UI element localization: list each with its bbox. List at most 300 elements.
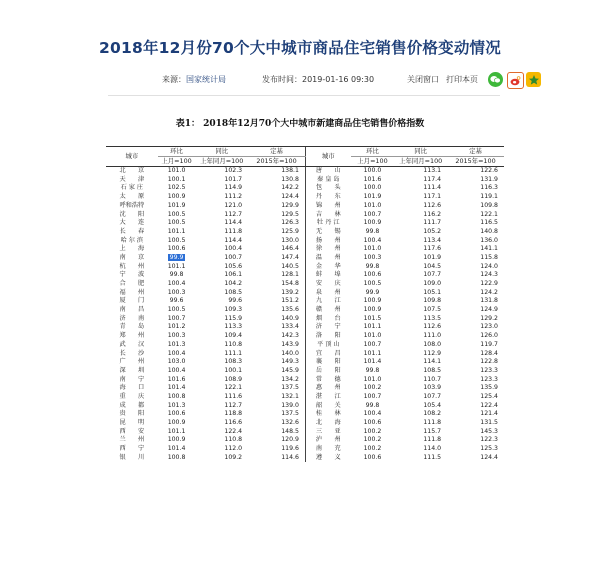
cell-yoy: 111.8 [224, 227, 243, 235]
cell-city: 厦 门 [119, 297, 145, 305]
cell-mom-2: 100.4 [363, 236, 382, 244]
cell-base: 114.6 [281, 453, 299, 461]
cell-city: 杭 州 [119, 262, 145, 270]
cell-city: 北 京 [119, 167, 145, 175]
table-row [106, 202, 504, 211]
cell-mom: 103.0 [167, 358, 186, 366]
cell-yoy: 100.1 [224, 366, 243, 374]
cell-base: 145.9 [281, 366, 299, 374]
cell-base-2: 116.5 [480, 219, 498, 227]
selected-cell-text[interactable]: 99.9 [169, 253, 184, 261]
cell-yoy-2: 105.2 [423, 227, 442, 235]
cell-city-2: 湛 江 [305, 393, 350, 402]
cell-base-2: 124.9 [480, 306, 498, 314]
cell-base-2: 131.9 [480, 175, 498, 183]
cell-yoy: 100.7 [224, 253, 243, 261]
cell-base-2: 122.1 [480, 210, 498, 218]
cell-base: 125.9 [281, 227, 299, 235]
print-link[interactable]: 打印本页 [446, 75, 478, 84]
cell-city-2: 泸 州 [305, 436, 350, 445]
cell-mom-2: 101.4 [363, 358, 382, 366]
cell-mom: 100.8 [167, 392, 186, 400]
cell-city: 昆 明 [119, 419, 145, 427]
cell-yoy-2: 109.8 [423, 297, 442, 305]
cell-mom-2: 100.2 [363, 445, 382, 453]
cell-city-2: 泉 州 [305, 289, 350, 298]
cell-mom [158, 254, 196, 263]
cell-mom-2: 101.0 [363, 332, 382, 340]
cell-base: 146.4 [281, 245, 299, 253]
table-row [106, 306, 504, 315]
cell-base-2: 122.9 [480, 280, 498, 288]
col-header-base: 定基 [248, 147, 305, 157]
cell-base-2: 115.8 [480, 253, 498, 261]
cell-base-2: 123.0 [480, 323, 498, 331]
cell-city-2: 九 江 [305, 297, 350, 306]
table-row [106, 454, 504, 463]
cell-city: 郑 州 [119, 332, 145, 340]
cell-base-2: 122.3 [480, 436, 498, 444]
cell-base-2: 123.3 [480, 375, 498, 383]
cell-city: 哈 尔 滨 [120, 236, 144, 244]
cell-yoy: 102.3 [224, 167, 243, 175]
cell-base: 140.9 [281, 314, 299, 322]
time-value: 2019-01-16 09:30 [302, 75, 375, 84]
cell-city-2: 韶 关 [305, 402, 350, 411]
cell-yoy: 118.8 [224, 410, 243, 418]
cell-base: 149.3 [281, 358, 299, 366]
cell-city: 武 汉 [119, 340, 145, 348]
cell-mom: 101.3 [167, 340, 186, 348]
cell-city: 西 安 [119, 427, 145, 435]
cell-base-2: 129.2 [480, 314, 498, 322]
cell-yoy: 112.0 [224, 445, 243, 453]
cell-city-2: 安 庆 [305, 280, 350, 289]
cell-city-2: 金 华 [305, 263, 350, 272]
cell-mom-2: 100.9 [363, 297, 382, 305]
cell-city-2: 北 海 [305, 419, 350, 428]
cell-mom-2: 100.7 [363, 392, 382, 400]
cell-base: 142.3 [281, 332, 299, 340]
cell-city: 济 南 [119, 314, 145, 322]
source-line [162, 74, 226, 85]
table-row [106, 219, 504, 228]
cell-city: 长 春 [119, 227, 145, 235]
cell-yoy-2: 111.7 [423, 219, 442, 227]
table-body [106, 167, 504, 463]
col-sub-yoy: 上年同月=100 [195, 157, 248, 167]
cell-base-2: 119.7 [480, 340, 498, 348]
cell-yoy: 114.4 [224, 219, 243, 227]
col-header-mom: 环比 [158, 147, 196, 157]
cell-yoy-2: 117.1 [423, 193, 442, 201]
cell-base-2: 109.8 [480, 201, 498, 209]
cell-city-2: 岳 阳 [305, 367, 350, 376]
cell-mom-2: 100.0 [363, 184, 382, 192]
col-header-city: 城市 [106, 147, 158, 167]
cell-base-2: 123.3 [480, 366, 498, 374]
table-row [106, 341, 504, 350]
cell-mom-2: 100.9 [363, 219, 382, 227]
cell-mom-2: 99.8 [365, 262, 380, 270]
price-index-table [106, 146, 504, 462]
cell-yoy: 121.0 [224, 201, 243, 209]
cell-city-2: 南 充 [305, 445, 350, 454]
cell-city: 长 沙 [119, 349, 145, 357]
cell-mom: 100.4 [167, 366, 186, 374]
cell-city: 南 昌 [119, 306, 145, 314]
cell-mom-2: 100.7 [363, 210, 382, 218]
cell-base-2: 145.3 [480, 427, 498, 435]
cell-base: 147.4 [281, 253, 299, 261]
cell-base: 124.4 [281, 193, 299, 201]
cell-base-2: 124.2 [480, 288, 498, 296]
cell-yoy: 116.6 [224, 419, 243, 427]
cell-yoy: 110.8 [224, 436, 243, 444]
cell-yoy: 113.3 [224, 323, 243, 331]
table-row [106, 280, 504, 289]
cell-mom-2: 99.8 [365, 401, 380, 409]
cell-mom: 101.1 [167, 262, 186, 270]
cell-yoy-2: 111.5 [423, 453, 442, 461]
cell-base: 137.5 [281, 384, 299, 392]
cell-city: 天 津 [119, 175, 145, 183]
cell-yoy: 108.3 [224, 358, 243, 366]
cell-yoy-2: 105.1 [423, 288, 442, 296]
cell-mom: 100.8 [167, 453, 186, 461]
cell-mom: 100.5 [167, 210, 186, 218]
cell-city-2: 襄 阳 [305, 358, 350, 367]
cell-mom: 100.3 [167, 332, 186, 340]
cell-mom: 100.9 [167, 193, 186, 201]
table-row [106, 332, 504, 341]
cell-base: 151.2 [281, 297, 299, 305]
col-header-yoy: 同比 [195, 147, 248, 157]
cell-base-2: 124.4 [480, 453, 498, 461]
cell-yoy-2: 113.1 [423, 167, 442, 175]
table-row [106, 297, 504, 306]
cell-yoy-2: 108.0 [423, 340, 442, 348]
cell-mom-2: 99.8 [365, 227, 380, 235]
cell-mom: 100.4 [167, 280, 186, 288]
page-title: 2018年12月份70个大中城市商品住宅销售价格变动情况 [99, 39, 501, 57]
cell-yoy-2: 110.7 [423, 375, 442, 383]
table-row [106, 254, 504, 263]
favorite-icon[interactable] [526, 72, 541, 87]
cell-base-2: 140.8 [480, 227, 498, 235]
cell-yoy-2: 112.9 [423, 349, 442, 357]
col-header-base-2: 定基 [447, 147, 504, 157]
cell-yoy: 108.5 [224, 288, 243, 296]
cell-yoy-2: 107.5 [423, 306, 442, 314]
table-row [106, 445, 504, 454]
cell-yoy: 100.4 [224, 245, 243, 253]
cell-mom-2: 100.6 [363, 453, 382, 461]
cell-yoy-2: 113.4 [423, 236, 442, 244]
cell-base: 138.1 [281, 167, 299, 175]
cell-mom-2: 101.6 [363, 175, 382, 183]
cell-mom: 101.1 [167, 227, 186, 235]
cell-mom-2: 100.6 [363, 271, 382, 279]
cell-city-2: 惠 州 [305, 384, 350, 393]
cell-mom-2: 100.6 [363, 419, 382, 427]
cell-yoy-2: 107.7 [423, 392, 442, 400]
cell-yoy-2: 117.6 [423, 245, 442, 253]
cell-mom-2: 100.5 [363, 280, 382, 288]
cell-yoy-2: 103.9 [423, 384, 442, 392]
table-row [106, 402, 504, 411]
wechat-icon[interactable] [488, 72, 503, 87]
cell-city-2: 遵 义 [305, 454, 350, 463]
cell-yoy: 122.1 [224, 384, 243, 392]
cell-mom: 100.5 [167, 236, 186, 244]
table-caption: 表1： 2018年12月70个大中城市新建商品住宅销售价格指数 [175, 119, 425, 129]
cell-mom: 100.5 [167, 219, 186, 227]
cell-base: 130.8 [281, 175, 299, 183]
table-row [106, 263, 504, 272]
cell-yoy: 109.3 [224, 306, 243, 314]
col-sub-base: 2015年=100 [248, 157, 305, 167]
cell-mom-2: 101.0 [363, 201, 382, 209]
source-label: 来源： [162, 75, 186, 84]
cell-base-2: 124.3 [480, 271, 498, 279]
table-row [106, 393, 504, 402]
cell-mom: 101.6 [167, 375, 186, 383]
col-header-city-2: 城市 [305, 147, 350, 167]
cell-city-2: 洛 阳 [305, 332, 350, 341]
cell-yoy-2: 112.6 [423, 201, 442, 209]
cell-city: 上 海 [119, 245, 145, 253]
cell-city-2: 三 亚 [305, 428, 350, 437]
cell-city: 合 肥 [119, 280, 145, 288]
cell-yoy-2: 108.2 [423, 410, 442, 418]
cell-base: 129.9 [281, 201, 299, 209]
cell-city: 海 口 [119, 384, 145, 392]
cell-city: 宁 波 [119, 271, 145, 279]
cell-city-2: 锦 州 [305, 202, 350, 211]
close-window-link[interactable]: 关闭窗口 [407, 75, 439, 84]
cell-city-2: 无 锡 [305, 228, 350, 237]
cell-city: 太 原 [119, 193, 145, 201]
cell-yoy: 109.4 [224, 332, 243, 340]
cell-mom: 101.9 [167, 201, 186, 209]
table-row [106, 410, 504, 419]
col-sub-mom: 上月=100 [158, 157, 196, 167]
cell-city-2: 平 顶 山 [305, 341, 350, 350]
table-row [106, 167, 504, 176]
cell-base: 142.2 [281, 184, 299, 192]
cell-mom: 99.6 [169, 297, 184, 305]
table-row [106, 193, 504, 202]
cell-yoy-2: 116.2 [423, 210, 442, 218]
cell-base: 120.9 [281, 436, 299, 444]
col-sub-base-2: 2015年=100 [447, 157, 504, 167]
cell-base-2: 116.3 [480, 184, 498, 192]
cell-yoy-2: 114.1 [423, 358, 442, 366]
cell-mom: 101.2 [167, 323, 186, 331]
cell-mom-2: 101.0 [363, 375, 382, 383]
cell-base: 128.1 [281, 271, 299, 279]
cell-city-2: 桂 林 [305, 410, 350, 419]
cell-mom: 100.3 [167, 288, 186, 296]
cell-mom-2: 100.0 [363, 167, 382, 175]
cell-city-2: 秦 皇 岛 [305, 176, 350, 185]
cell-yoy-2: 101.9 [423, 253, 442, 261]
weibo-icon[interactable] [507, 72, 524, 89]
cell-base-2: 122.4 [480, 401, 498, 409]
cell-base: 135.6 [281, 306, 299, 314]
cell-base-2: 126.0 [480, 332, 498, 340]
table-row [106, 323, 504, 332]
table-row [106, 358, 504, 367]
cell-yoy-2: 117.4 [423, 175, 442, 183]
cell-mom-2: 100.2 [363, 436, 382, 444]
cell-base: 129.5 [281, 210, 299, 218]
cell-yoy-2: 111.4 [423, 184, 442, 192]
cell-yoy-2: 111.8 [423, 436, 442, 444]
cell-base: 133.4 [281, 323, 299, 331]
cell-yoy: 110.8 [224, 340, 243, 348]
cell-base: 140.5 [281, 262, 299, 270]
table-row [106, 315, 504, 324]
cell-base-2: 136.0 [480, 236, 498, 244]
cell-yoy-2: 108.5 [423, 366, 442, 374]
source-link[interactable]: 国家统计局 [186, 75, 226, 84]
table-row [106, 176, 504, 185]
cell-city: 贵 阳 [119, 410, 145, 418]
cell-yoy: 104.2 [224, 280, 243, 288]
cell-yoy-2: 105.4 [423, 401, 442, 409]
cell-base-2: 128.4 [480, 349, 498, 357]
table-row [106, 271, 504, 280]
cell-mom: 100.6 [167, 245, 186, 253]
time-label: 发布时间： [262, 75, 302, 84]
cell-mom-2: 101.1 [363, 323, 382, 331]
table-row [106, 228, 504, 237]
cell-yoy: 114.9 [224, 184, 243, 192]
cell-city-2: 唐 山 [305, 167, 350, 176]
cell-yoy: 111.2 [224, 193, 243, 201]
cell-yoy-2: 114.0 [423, 445, 442, 453]
cell-city-2: 常 德 [305, 376, 350, 385]
cell-city: 兰 州 [119, 436, 145, 444]
cell-mom-2: 101.1 [363, 349, 382, 357]
table-row [106, 384, 504, 393]
cell-yoy: 105.6 [224, 262, 243, 270]
cell-base: 132.1 [281, 392, 299, 400]
cell-mom: 101.4 [167, 445, 186, 453]
cell-mom-2: 100.4 [363, 410, 382, 418]
cell-mom: 100.5 [167, 306, 186, 314]
cell-base-2: 124.0 [480, 262, 498, 270]
cell-city-2: 徐 州 [305, 245, 350, 254]
cell-yoy: 114.4 [224, 236, 243, 244]
cell-mom-2: 100.2 [363, 384, 382, 392]
cell-base-2: 135.9 [480, 384, 498, 392]
table-row [106, 289, 504, 298]
cell-city: 沈 阳 [119, 210, 145, 218]
cell-yoy: 112.7 [224, 401, 243, 409]
cell-base: 132.6 [281, 419, 299, 427]
col-header-yoy-2: 同比 [394, 147, 447, 157]
cell-mom: 100.9 [167, 419, 186, 427]
cell-city: 重 庆 [119, 392, 145, 400]
cell-city: 银 川 [119, 453, 145, 461]
cell-city-2: 扬 州 [305, 237, 350, 246]
cell-mom-2: 101.0 [363, 245, 382, 253]
cell-city-2: 赣 州 [305, 306, 350, 315]
cell-city-2: 丹 东 [305, 193, 350, 202]
cell-base: 139.0 [281, 401, 299, 409]
cell-base-2: 125.4 [480, 392, 498, 400]
cell-city-2: 烟 台 [305, 315, 350, 324]
table-row [106, 376, 504, 385]
cell-city: 成 都 [119, 401, 145, 409]
cell-mom: 100.1 [167, 175, 186, 183]
cell-mom-2: 101.5 [363, 314, 382, 322]
cell-yoy: 122.4 [224, 427, 243, 435]
cell-city: 青 岛 [119, 323, 145, 331]
cell-yoy-2: 104.5 [423, 262, 442, 270]
cell-city-2: 吉 林 [305, 210, 350, 219]
cell-city: 西 宁 [119, 445, 145, 453]
table-row [106, 436, 504, 445]
cell-mom: 100.9 [167, 436, 186, 444]
cell-base: 143.9 [281, 340, 299, 348]
cell-yoy: 111.1 [224, 349, 243, 357]
cell-mom: 100.6 [167, 410, 186, 418]
cell-yoy: 106.1 [224, 271, 243, 279]
cell-base-2: 141.1 [480, 245, 498, 253]
cell-base: 137.5 [281, 410, 299, 418]
cell-mom-2: 100.3 [363, 253, 382, 261]
cell-mom: 100.7 [167, 314, 186, 322]
table-row [106, 428, 504, 437]
cell-mom-2: 100.2 [363, 427, 382, 435]
cell-city-2: 济 宁 [305, 323, 350, 332]
cell-city-2: 牡 丹 江 [305, 219, 350, 228]
cell-yoy: 111.6 [224, 392, 243, 400]
col-header-mom-2: 环比 [351, 147, 395, 157]
cell-base: 139.2 [281, 288, 299, 296]
cell-yoy-2: 112.6 [423, 323, 442, 331]
cell-base-2: 119.1 [480, 193, 498, 201]
table-row [106, 349, 504, 358]
table-row [106, 419, 504, 428]
cell-base: 134.2 [281, 375, 299, 383]
cell-city-2: 包 头 [305, 184, 350, 193]
cell-city-2: 蚌 埠 [305, 271, 350, 280]
cell-yoy-2: 107.7 [423, 271, 442, 279]
cell-mom: 101.3 [167, 401, 186, 409]
cell-mom: 100.4 [167, 349, 186, 357]
cell-city: 呼和浩特 [119, 201, 145, 209]
cell-yoy-2: 113.5 [423, 314, 442, 322]
table-row [106, 367, 504, 376]
cell-city: 石 家 庄 [120, 184, 144, 192]
cell-base-2: 125.3 [480, 445, 498, 453]
cell-base: 130.0 [281, 236, 299, 244]
cell-yoy: 108.9 [224, 375, 243, 383]
cell-base: 148.5 [281, 427, 299, 435]
table-row [106, 245, 504, 254]
cell-yoy: 99.6 [228, 297, 243, 305]
cell-base-2: 122.8 [480, 358, 498, 366]
cell-yoy-2: 109.0 [423, 280, 442, 288]
cell-mom: 101.1 [167, 427, 186, 435]
cell-yoy: 115.9 [224, 314, 243, 322]
cell-yoy-2: 111.8 [423, 419, 442, 427]
